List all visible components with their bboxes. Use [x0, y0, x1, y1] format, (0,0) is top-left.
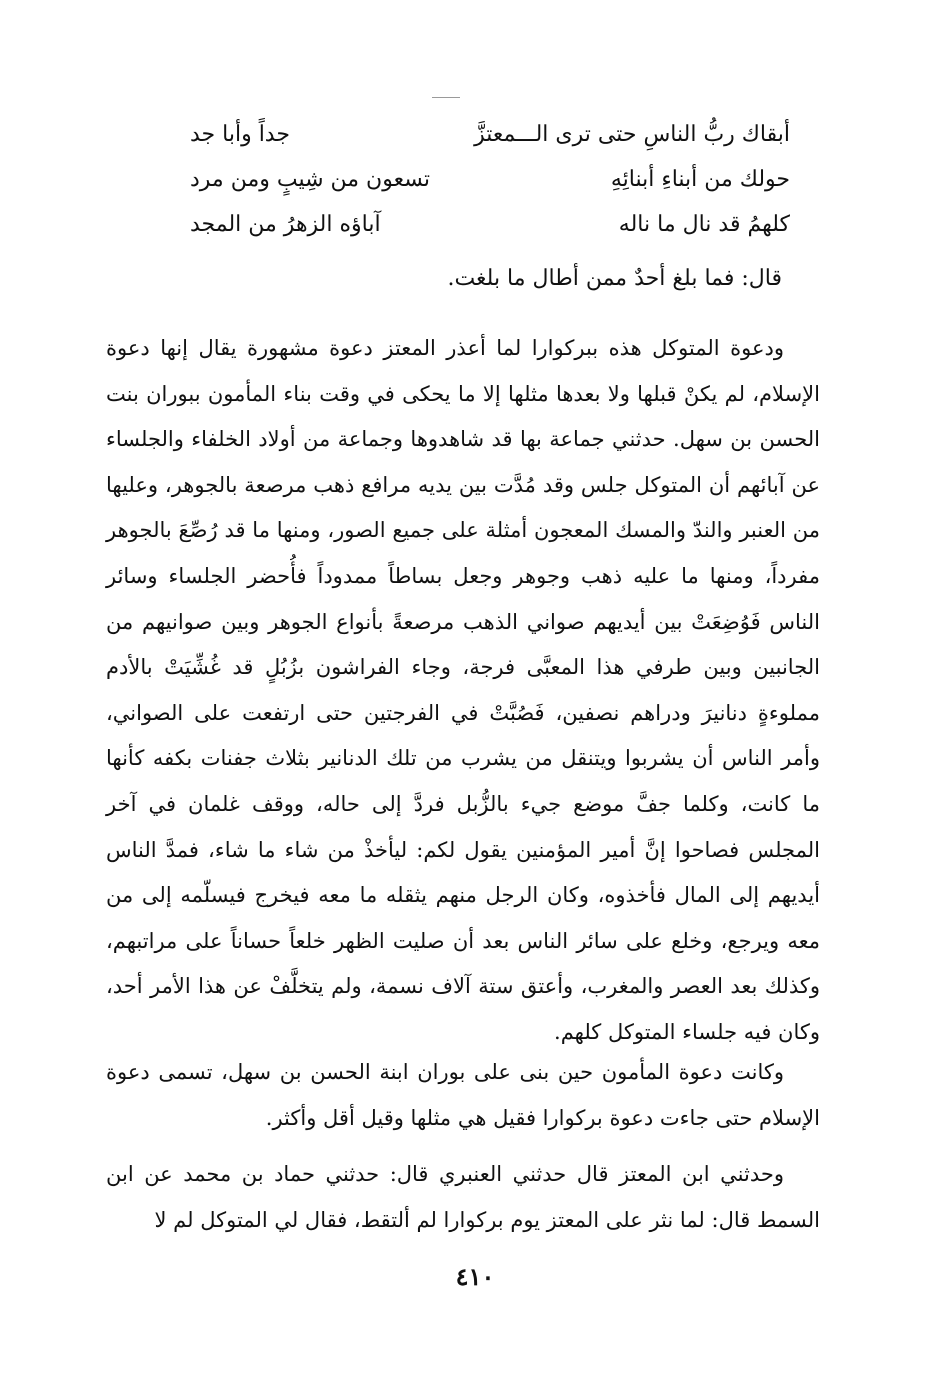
paragraph-feast-description: [106, 326, 820, 1056]
verse-second-hemistich: تسعون من شِيبٍ ومن مرد: [190, 167, 430, 192]
poem-block: [190, 112, 790, 247]
poem-comment: قال: فما بلغ أحدٌ ممن أطال ما بلغت.: [447, 266, 782, 291]
paragraph-mamun-feast: [106, 1050, 820, 1141]
verse-second-hemistich: جداً وأبا جد: [190, 122, 290, 147]
verse-first-hemistich: أبقاك ربُّ الناسِ حتى ترى الـــمعتزَّ: [474, 122, 790, 147]
paragraph-text: وحدثني ابن المعتز قال حدثني العنبري قال: حدثني حماد بن محمد عن ابن السمط قال: لما نثر على المعتز يوم بركوارا لم ألتقط، فقال لي المتوكل لم لا: [106, 1162, 820, 1232]
verse-first-hemistich: كلهمُ قد نال ما ناله: [618, 212, 790, 237]
page-number: ٤١٠: [455, 1262, 495, 1291]
poem-verse: [190, 157, 790, 202]
paragraph-text: ودعوة المتوكل هذه ببركوارا لما أعذر المعتز دعوة مشهورة يقال إنها دعوة الإسلام، لم يكنْ قبلها ولا بعدها مثلها إلا ما يحكى في وقت بناء المأمون ببوران بنت الحسن بن سهل. حدثني جماعة بها قد شاهدوها وجماعة من أولاد الخلفاء والجلساء عن آبائهم أن المتوكل جلس وقد مُدَّت بين يديه مرافع ذهب مرصعة بالجوهر، وعليها من العنبر والندّ والمسك المعجون أمثلة على جميع الصور، ومنها ما قد رُصِّعَ بالجوهر مفرداً، ومنها ما عليه ذهب وجوهر وجعل بساطاً ممدوداً فأُحضر الجلساء وسائر الناس فَوُضِعَتْ بين أيديهم صواني الذهب مرصعةً بأنواع الجوهر وبين صوانيهم من الجانبين وبين طرفي هذا المعبَّى فرجة، وجاء الفراشون بزُبُلٍ قد غُشِّيَتْ بالأدم مملوءةٍ دنانيرَ ودراهم نصفين، فَصُبَّتْ في الفرجتين حتى ارتفعت على الصواني، وأمر الناس أن يشربوا ويتنقل من يشرب من تلك الدنانير بثلاث جفنات بكفه كأنها ما كانت، وكلما جفَّ موضع جيء بالزُّبل فردَّ إلى حاله، ووقف غلمان في آخر المجلس فصاحوا إنَّ أمير المؤمنين يقول لكم: ليأخذْ من شاء ما شاء، فمدَّ الناس أيديهم إلى المال فأخذوه، وكان الرجل منهم يثقله ما معه فيخرج فيسلّمه إلى من معه ويرجع، وخلع على سائر الناس بعد أن صليت الظهر خلعاً حساناً على مراتبهم، وكذلك بعد العصر والمغرب، وأعتق ستة آلاف نسمة، ولم يتخلَّفْ عن هذا الأمر أحد، وكان فيه جلساء المتوكل كلهم.: [106, 336, 820, 1044]
paragraph-ibn-al-mutazz: [106, 1152, 820, 1243]
poem-verse: [190, 202, 790, 247]
header-divider: [432, 97, 460, 98]
verse-second-hemistich: آباؤه الزهرُ من المجد: [190, 212, 381, 237]
paragraph-text: وكانت دعوة المأمون حين بنى على بوران ابنة الحسن بن سهل، تسمى دعوة الإسلام حتى جاءت دعوة بركوارا فقيل هي مثلها وقيل أقل وأكثر.: [106, 1060, 820, 1130]
poem-verse: [190, 112, 790, 157]
verse-first-hemistich: حولك من أبناءِ أبنائِهِ: [610, 167, 790, 192]
